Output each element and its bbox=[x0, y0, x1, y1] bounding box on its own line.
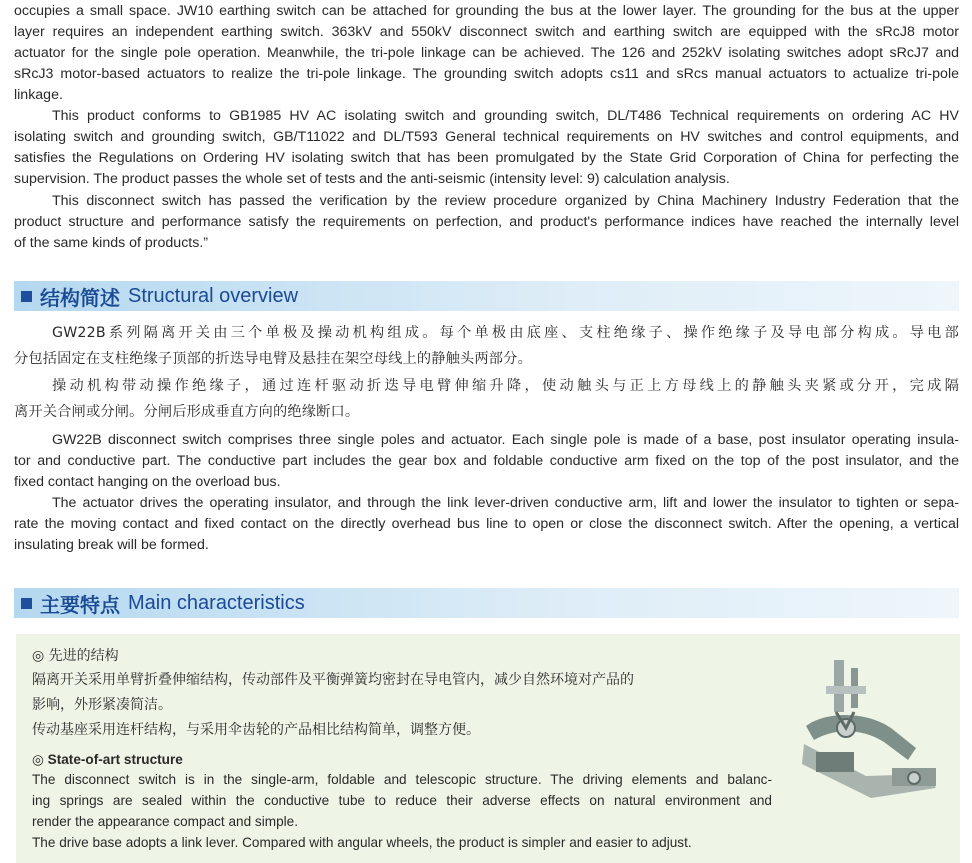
intro-line: actuator for the single pole operation. Meanwhile, the tri-pole linkage can be achieved. The 126 and 252kV isolating switches adopt sRcJ7 and bbox=[14, 45, 959, 61]
intro-line: layer requires an independent earthing switch. 363kV and 550kV disconnect switch and earthing switch are equipped with the sRcJ8 motor bbox=[14, 24, 959, 40]
structural-en-line: tor and conductive part. The conductive part includes the gear box and foldable conductive arm fixed on the top of the post insulator, and the bbox=[14, 453, 959, 469]
structural-en-line: The actuator drives the operating insulator, and through the link lever-driven conductive arm, lift and lower the insulator to tighten or sepa- bbox=[52, 495, 959, 511]
structural-en-line: fixed contact hanging on the overload bus. bbox=[14, 474, 281, 490]
intro-line: product structure and performance satisfy the requirements on perfection, and product's performance indices have reached the internally level bbox=[14, 214, 959, 230]
feature-cn-line: 传动基座采用连杆结构，与采用伞齿轮的产品相比结构简单，调整方便。 bbox=[32, 722, 480, 738]
structural-cn-line: 离开关合闸或分闸。分闸后形成垂直方向的绝缘断口。 bbox=[14, 404, 360, 420]
feature-en-line: ing springs are sealed within the conductive tube to reduce their adverse effects on natural environment and bbox=[32, 793, 772, 808]
feature-cn-line: 隔离开关采用单臂折叠伸缩结构，传动部件及平衡弹簧均密封在导电管内，减少自然环境对产品的 bbox=[32, 672, 634, 688]
feature-cn-line: 影响，外形紧凑简洁。 bbox=[32, 697, 172, 713]
structural-cn-line: 操动机构带动操作绝缘子，通过连杆驱动折迭导电臂伸缩升降，使动触头与正上方母线上的静触头夹紧或分开，完成隔 bbox=[52, 378, 959, 394]
device-gearbox bbox=[816, 752, 854, 772]
device-joint bbox=[908, 772, 920, 784]
intro-line: satisfies the Regulations on Ordering HV isolating switch that has been promulgated by the State Grid Corporation of China for perfecting the bbox=[14, 150, 959, 166]
intro-line: This product conforms to GB1985 HV AC isolating switch and grounding switch, DL/T486 Technical requirements on ordering AC HV bbox=[52, 108, 959, 124]
feature-cn-heading: ◎ 先进的结构 bbox=[32, 648, 119, 664]
device-crossbar bbox=[826, 686, 866, 694]
feature-en-line: The disconnect switch is in the single-arm, foldable and telescopic structure. The driving elements and balanc- bbox=[32, 772, 772, 787]
heading-title-en: Structural overview bbox=[128, 284, 299, 307]
intro-line: isolating switch and grounding switch, GB/T11022 and DL/T593 General technical requirements on HV switches and control equipments, and bbox=[14, 129, 959, 145]
structural-en-line: GW22B disconnect switch comprises three single poles and actuator. Each single pole is made of a base, post insulator operating insula- bbox=[52, 432, 959, 448]
heading-square-icon bbox=[21, 291, 32, 302]
structural-en-line: insulating break will be formed. bbox=[14, 537, 209, 553]
intro-line: supervision. The product passes the whole set of tests and the anti-seismic (intensity level: 9) calculation analysis. bbox=[14, 171, 730, 187]
heading-title-en: Main characteristics bbox=[128, 591, 305, 614]
heading-title-cn: 结构简述 bbox=[40, 285, 120, 310]
intro-line: This disconnect switch has passed the verification by the review procedure organized by China Machinery Industry Federation that the bbox=[52, 193, 959, 209]
feature-en-line: render the appearance compact and simple. bbox=[32, 814, 298, 829]
feature-en-line: The drive base adopts a link lever. Compared with angular wheels, the product is simpler and easier to adjust. bbox=[32, 835, 692, 850]
intro-line: of the same kinds of products.” bbox=[14, 235, 208, 251]
disconnect-switch-image bbox=[796, 656, 956, 826]
intro-line: occupies a small space. JW10 earthing switch can be attached for grounding the bus at the lower layer. The grounding for the bus at the upper bbox=[14, 3, 959, 19]
main-characteristics-heading bbox=[14, 588, 959, 618]
feature-en-heading: ◎ State-of-art structure bbox=[32, 752, 183, 767]
structural-cn-line: GW22B系列隔离开关由三个单极及操动机构组成。每个单极由底座、支柱绝缘子、操作绝缘子及导电部分构成。导电部 bbox=[52, 325, 959, 341]
heading-title-cn: 主要特点 bbox=[40, 592, 120, 617]
intro-line: linkage. bbox=[14, 87, 63, 103]
structural-en-line: rate the moving contact and fixed contact on the directly overhead bus line to open or close the disconnect switch. After the opening, a vertical bbox=[14, 516, 959, 532]
heading-square-icon bbox=[21, 598, 32, 609]
intro-line: sRcJ3 motor-based actuators to realize the tri-pole linkage. The grounding switch adopts cs11 and sRcs manual actuators to actualize tri-pole bbox=[14, 66, 959, 82]
structural-overview-heading bbox=[14, 281, 959, 311]
structural-cn-line: 分包括固定在支柱绝缘子顶部的折迭导电臂及悬挂在架空母线上的静触头两部分。 bbox=[14, 351, 532, 367]
